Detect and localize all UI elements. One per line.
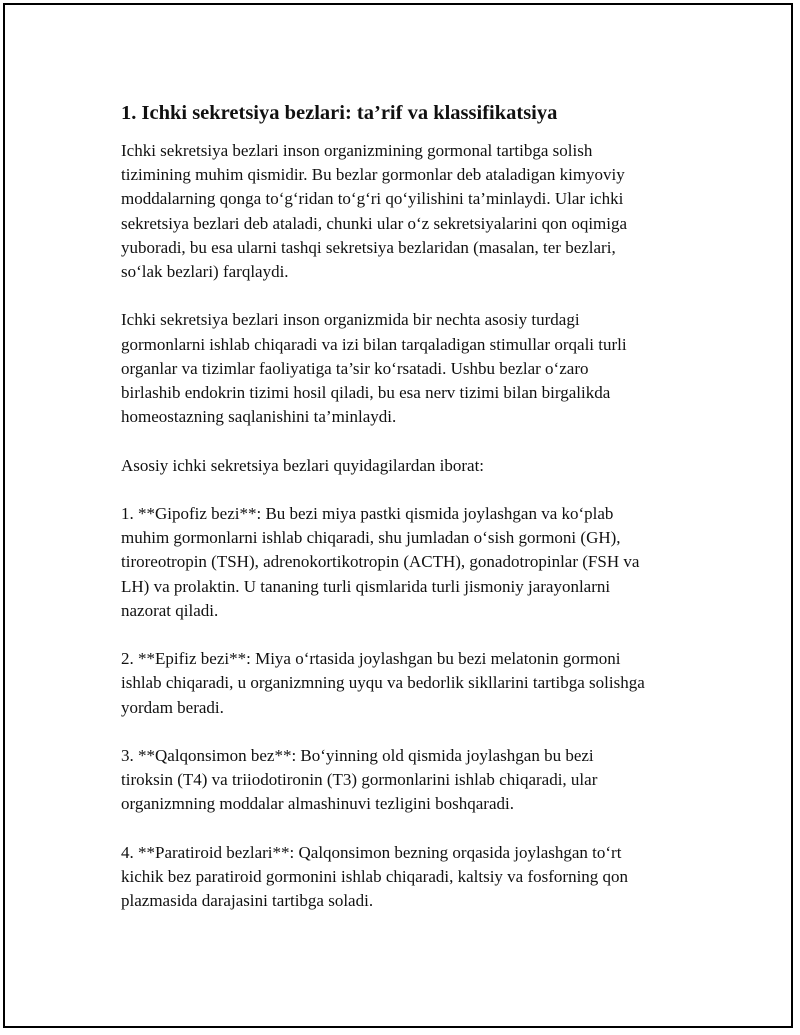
list-item-pituitary: 1. **Gipofiz bezi**: Bu bezi miya pastki qismida joylashgan va ko‘plab muhim gormonlarni ishlab chiqaradi, shu jumladan o‘sish gormoni (GH), tiroreotropin (TSH), adrenokortikotropin (ACTH), gonadotropinlar (FSH va LH) va prolaktin. U tananing turli qismlarida turli jismoniy jarayonlarni nazorat qiladi.	[121, 504, 640, 620]
section-heading: 1. Ichki sekretsiya bezlari: ta’rif va klassifikatsiya	[121, 102, 558, 124]
list-item-thyroid: 3. **Qalqonsimon bez**: Bo‘yinning old qismida joylashgan bu bezi tiroksin (T4) va triiodotironin (T3) gormonlarini ishlab chiqaradi, ular organizmning moddalar almashinuvi tezligini boshqaradi.	[121, 746, 598, 814]
list-item-parathyroid: 4. **Paratiroid bezlari**: Qalqonsimon bezning orqasida joylashgan to‘rt kichik bez paratiroid gormonini ishlab chiqaradi, kaltsiy va fosforning qon plazmasida darajasini tartibga soladi.	[121, 842, 629, 911]
document-content	[121, 100, 701, 938]
list-item-pineal: 2. **Epifiz bezi**: Miya o‘rtasida joylashgan bu bezi melatonin gormoni ishlab chiqaradi, u organizmning uyqu va bedorlik sikllarini tartibga solishga yordam beradi.	[121, 649, 645, 717]
intro-paragraph: Ichki sekretsiya bezlari inson organizmining gormonal tartibga solish tizimining muhim qismidir. Bu bezlar gormonlar deb ataladigan kimyoviy moddalarning qonga to‘g‘ridan to‘g‘ri qo‘yilishini ta’minlaydi. Ular ichki sekretsiya bezlari deb ataladi, chunki ular o‘z sekretsiyalarini qon oqimiga yuboradi, bu esa ularni tashqi sekretsiya bezlaridan (masalan, ter bezlari, so‘lak bezlari) farqlaydi.	[121, 141, 628, 282]
document-page	[3, 3, 793, 1028]
list-intro-paragraph: Asosiy ichki sekretsiya bezlari quyidagilardan iborat:	[121, 455, 485, 475]
endocrine-system-paragraph: Ichki sekretsiya bezlari inson organizmida bir nechta asosiy turdagi gormonlarni ishlab chiqaradi va izi bilan tarqaladigan stimullar orqali turli organlar va tizimlar faoliyatiga ta’sir ko‘rsatadi. Ushbu bezlar o‘zaro birlashib endokrin tizimi hosil qiladi, bu esa nerv tizimi bilan birgalikda homeostazning saqlanishini ta’minlaydi.	[121, 310, 627, 427]
